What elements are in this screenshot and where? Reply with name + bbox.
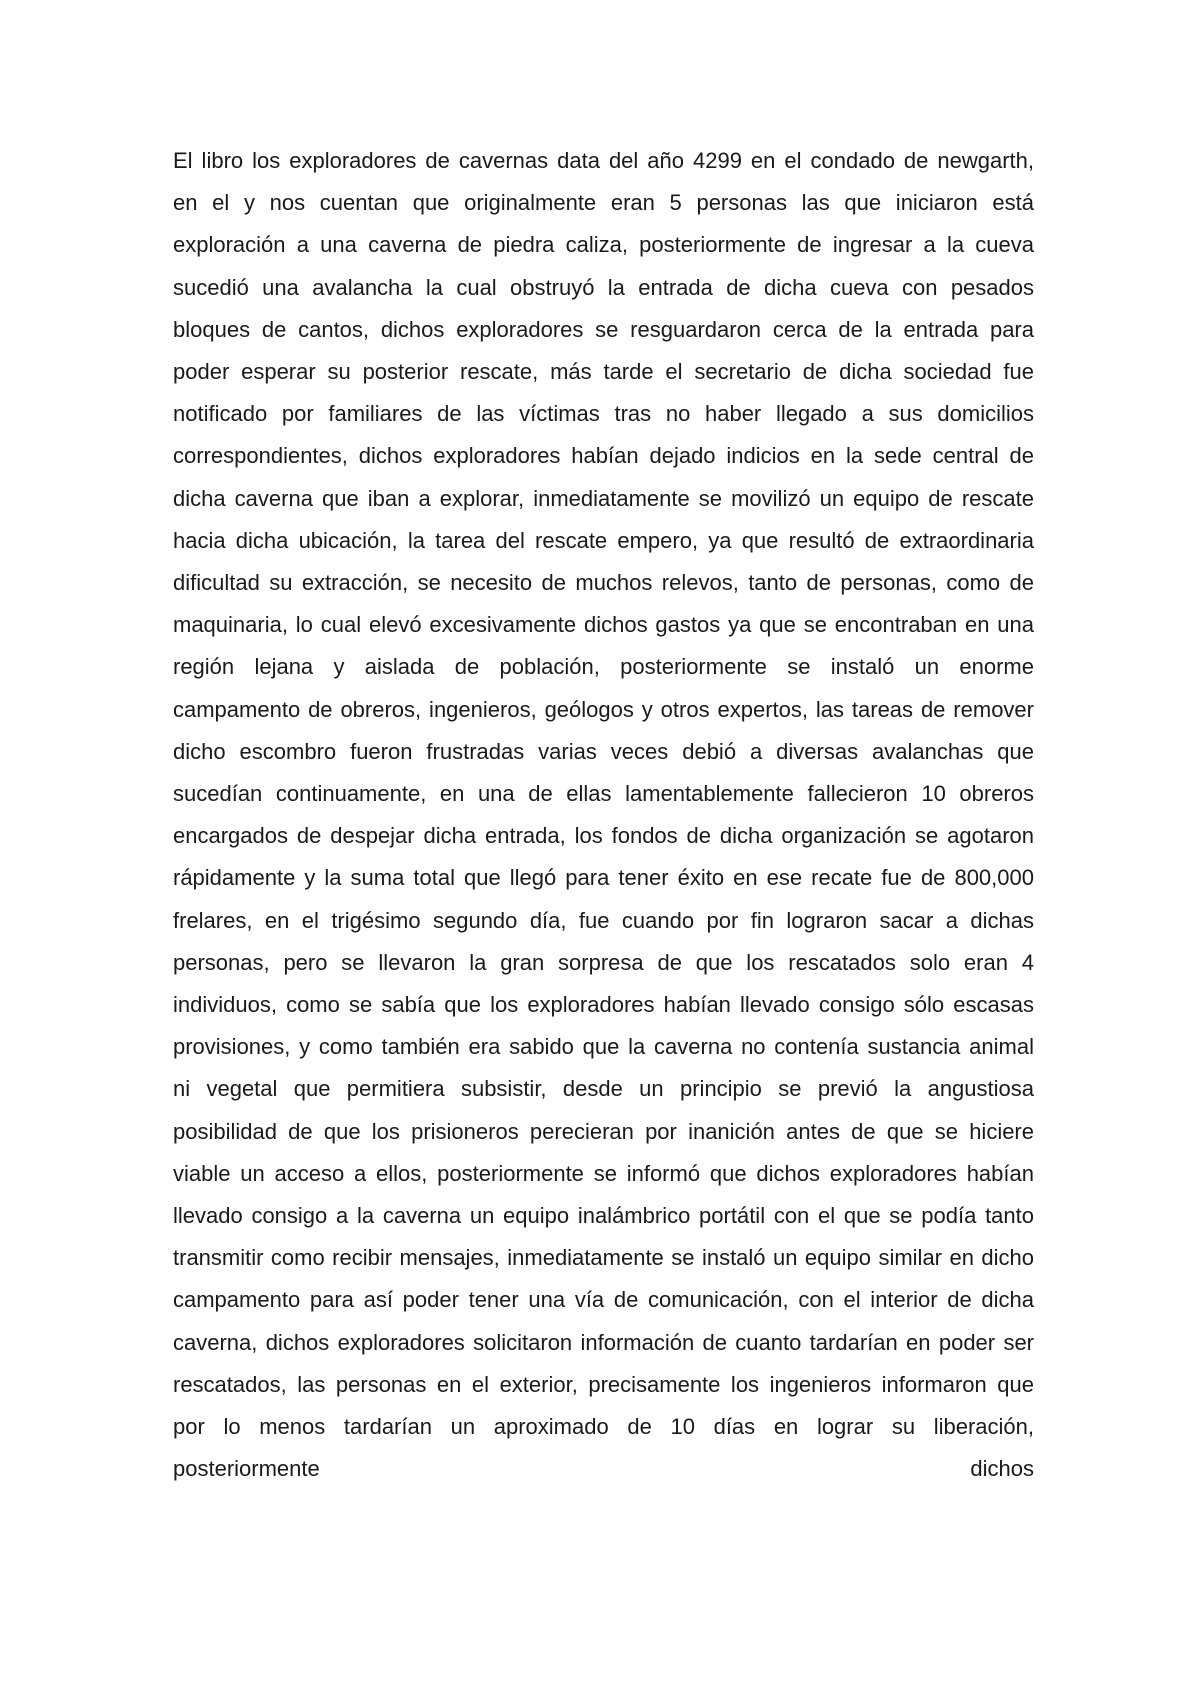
body-paragraph: El libro los exploradores de cavernas data del año 4299 en el condado de newgarth, en el y nos cuentan que originalmente eran 5 personas las que iniciaron está exploración a una caverna de piedra caliza, posteriormente de ingresar a la cueva sucedió una avalancha la cual obstruyó la entrada de dicha cueva con pesados bloques de cantos, dichos exploradores se resguardaron cerca de la entrada para poder esperar su posterior rescate, más tarde el secretario de dicha sociedad fue notificado por familiares de las víctimas tras no haber llegado a sus domicilios correspondientes, dichos exploradores habían dejado indicios en la sede central de dicha caverna que iban a explorar, inmediatamente se movilizó un equipo de rescate hacia dicha ubicación, la tarea del rescate empero, ya que resultó de extraordinaria dificultad su extracción, se necesito de muchos relevos, tanto de personas, como de maquinaria, lo cual elevó excesivamente dichos gastos ya que se encontraban en una región lejana y aislada de población, posteriormente se instaló un enorme campamento de obreros, ingenieros, geólogos y otros expertos, las tareas de remover dicho escombro fueron frustradas varias veces debió a diversas avalanchas que sucedían continuamente, en una de ellas lamentablemente fallecieron 10 obreros encargados de despejar dicha entrada, los fondos de dicha organización se agotaron rápidamente y la suma total que llegó para tener éxito en ese recate fue de 800,000 frelares, en el trigésimo segundo día, fue cuando por fin lograron sacar a dichas personas, pero se llevaron la gran sorpresa de que los rescatados solo eran 4 individuos, como se sabía que los exploradores habían llevado consigo sólo escasas provisiones, y como también era sabido que la caverna no contenía sustancia animal ni vegetal que permitiera subsistir, desde un principio se previó la angustiosa posibilidad de que los prisioneros perecieran por inanición antes de que se hiciere viable un acceso a ellos, posteriormente se informó que dichos exploradores habían llevado consigo a la caverna un equipo inalámbrico portátil con el que se podía tanto transmitir como recibir mensajes, inmediatamente se instaló un equipo similar en dicho campamento para así poder tener una vía de comunicación, con el interior de dicha caverna, dichos exploradores solicitaron información de cuanto tardarían en poder ser rescatados, las personas en el exterior, precisamente los ingenieros informaron que por lo menos tardarían un aproximado de 10 días en lograr su liberación, posteriormente dichos xyxy=(173,148,1034,1482)
